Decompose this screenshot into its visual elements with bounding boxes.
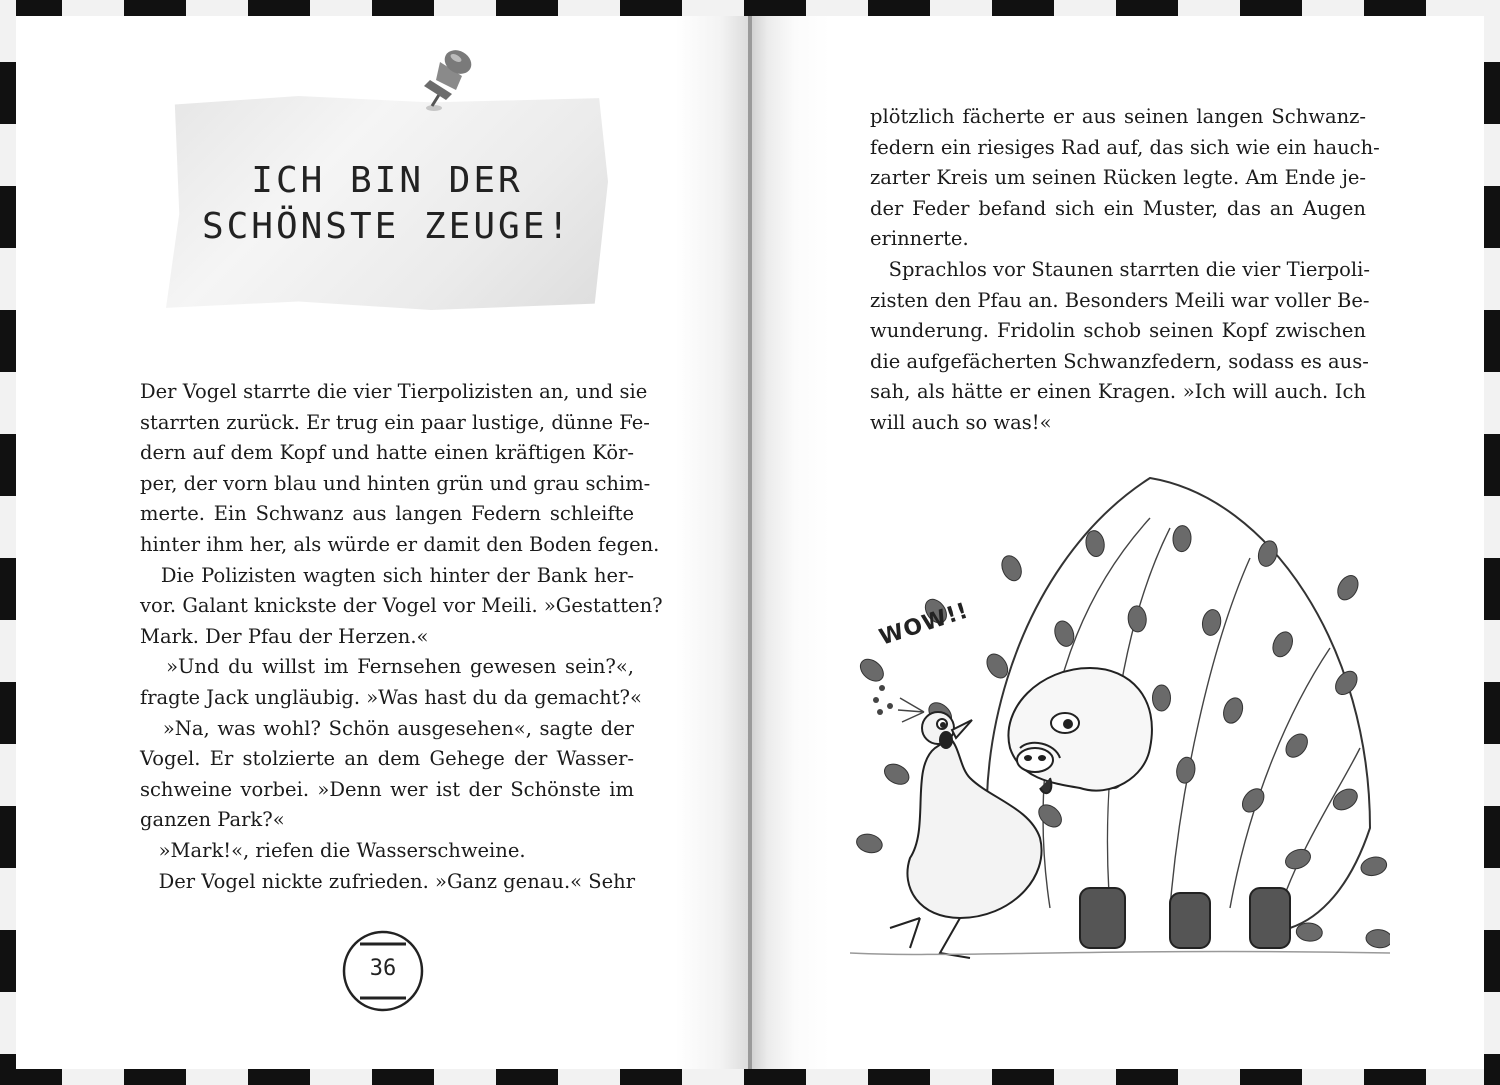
feather-eye: [1334, 572, 1362, 603]
text-line: fragte Jack ungläubig. »Was hast du da gemacht?«: [140, 685, 642, 709]
checker-border-top: [0, 0, 1500, 16]
text-line: vor. Galant knickste der Vogel vor Meili. »Gestatten?: [140, 594, 663, 618]
feather-eye: [1152, 685, 1170, 711]
text-line: hinter ihm her, als würde er damit den Boden fegen.: [140, 532, 660, 556]
feather-eye: [1255, 539, 1280, 569]
feather-eye: [855, 831, 885, 855]
text-line: die aufgefächerten Schwanzfedern, sodass es aus-: [870, 349, 1369, 373]
feather-eye: [1283, 846, 1314, 873]
text-line: erinnerte.: [870, 227, 969, 251]
peacock-illustration: [850, 448, 1390, 998]
text-line: zarter Kreis um seinen Rücken legte. Am Ende je-: [870, 166, 1366, 190]
text-line: federn ein riesiges Rad auf, das sich wie ein hauch-: [870, 135, 1380, 159]
wow-exclamation: WOW!!: [876, 598, 972, 651]
feather-eye: [881, 760, 912, 788]
feather-eye: [998, 553, 1025, 584]
text-line: Der Vogel nickte zufrieden. »Ganz genau.« Sehr: [140, 869, 636, 893]
text-line: dern auf dem Kopf und hatte einen kräftigen Kör-: [140, 441, 634, 465]
text-line: schweine vorbei. »Denn wer ist der Schönste im: [140, 777, 634, 801]
feather-eye: [856, 655, 887, 686]
feather-eye: [1282, 730, 1312, 762]
text-line: ganzen Park?«: [140, 808, 285, 832]
text-line: der Feder befand sich ein Muster, das an Augen: [870, 196, 1366, 220]
chapter-title: [166, 158, 608, 250]
chapter-title-line-1: ICH BIN DER: [251, 160, 523, 201]
text-line: merte. Ein Schwanz aus langen Federn schleifte: [140, 502, 634, 526]
text-line: Sprachlos vor Staunen starrten die vier Tierpoli-: [870, 257, 1370, 281]
feather-eye: [1365, 929, 1390, 949]
text-line: starrten zurück. Er trug ein paar lustige, dünne Fe-: [140, 410, 650, 434]
left-page-body: [140, 377, 663, 897]
feather-eye: [1034, 800, 1065, 831]
book-gutter: [748, 16, 752, 1069]
text-line: Die Polizisten wagten sich hinter der Bank her-: [140, 563, 634, 587]
checker-border-left: [0, 0, 16, 1085]
text-line: sah, als hätte er einen Kragen. »Ich will auch. Ich: [870, 380, 1366, 404]
page-number: 36: [369, 956, 397, 981]
feather-eye: [1175, 756, 1197, 785]
feather-eye: [1359, 854, 1389, 878]
right-page-body: [870, 102, 1380, 439]
chapter-title-line-2: SCHÖNSTE ZEUGE!: [201, 206, 573, 247]
feather-eye: [1220, 695, 1246, 726]
text-line: Vogel. Er stolzierte an dem Gehege der Wasser-: [140, 747, 634, 771]
text-line: Mark. Der Pfau der Herzen.«: [140, 624, 429, 648]
feather-eye: [1331, 667, 1361, 699]
feather-eye: [1172, 525, 1191, 552]
checker-border-right: [1484, 0, 1500, 1085]
text-line: will auch so was!«: [870, 410, 1052, 434]
feather-eye: [1238, 785, 1268, 817]
feather-eye: [1127, 605, 1147, 632]
pushpin-icon: [410, 40, 480, 118]
feather-eye: [1200, 608, 1222, 637]
text-line: plötzlich fächerte er aus seinen langen Schwanz-: [870, 105, 1366, 128]
text-line: »Und du willst im Fernsehen gewesen sein?«,: [140, 655, 634, 679]
text-line: Der Vogel starrte die vier Tierpolizisten an, und sie: [140, 380, 648, 403]
feather-eye: [1329, 785, 1361, 814]
text-line: zisten den Pfau an. Besonders Meili war voller Be-: [870, 288, 1370, 312]
text-line: wunderung. Fridolin schob seinen Kopf zwischen: [870, 319, 1366, 343]
feather-eye: [1269, 629, 1296, 660]
text-line: »Na, was wohl? Schön ausgesehen«, sagte der: [140, 716, 634, 740]
text-line: per, der vorn blau und hinten grün und grau schim-: [140, 471, 651, 495]
text-line: »Mark!«, riefen die Wasserschweine.: [140, 838, 526, 862]
checker-border-bottom: [0, 1069, 1500, 1085]
